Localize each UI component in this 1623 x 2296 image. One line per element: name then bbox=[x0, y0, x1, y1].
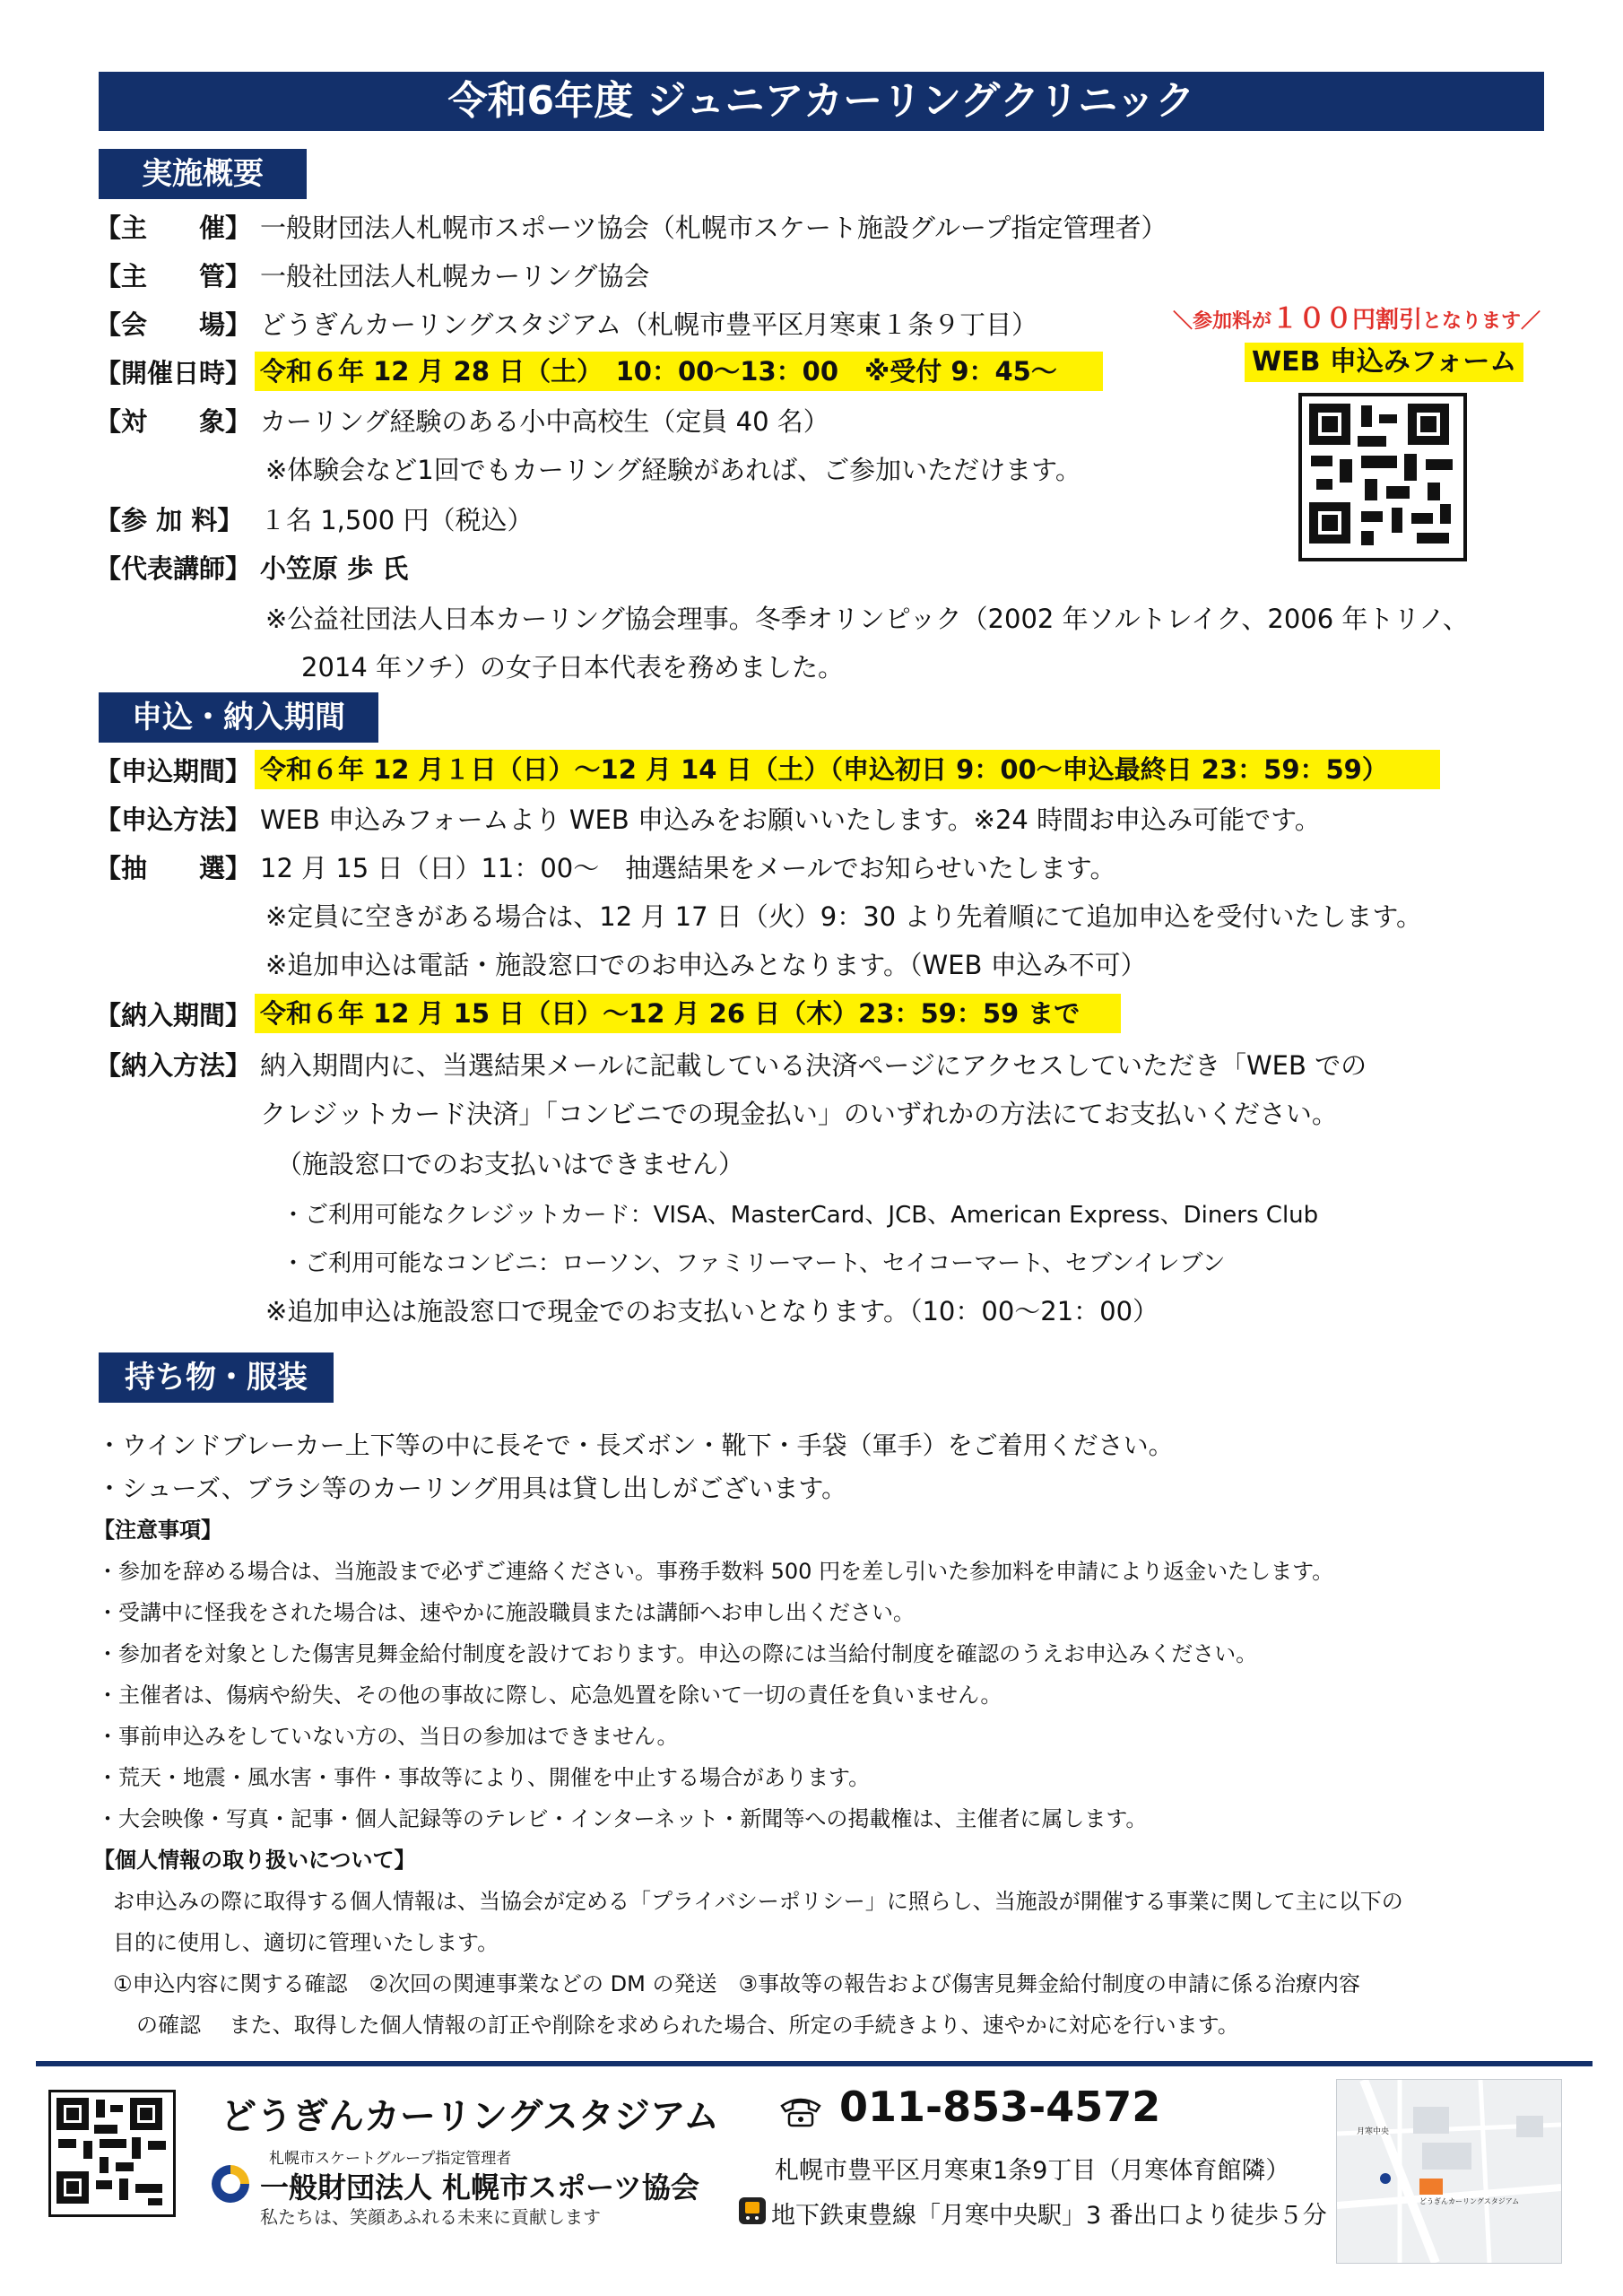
privacy-line-4: の確認 また、取得した個人情報の訂正や削除を求められた場合、所定の手続きより、速やかに対応を行います。 bbox=[136, 2013, 1239, 2038]
privacy-line-2: 目的に使用し、適切に管理いたします。 bbox=[113, 1930, 499, 1955]
privacy-heading: 【個人情報の取り扱いについて】 bbox=[93, 1848, 416, 1873]
management-value: 一般社団法人札幌カーリング協会 bbox=[260, 261, 650, 291]
section-heading-period: 申込・納入期間 bbox=[99, 692, 378, 743]
fee-label: 【参 加 料】 bbox=[95, 505, 244, 535]
phone-icon bbox=[778, 2093, 823, 2129]
qr-code-icon[interactable] bbox=[48, 2090, 176, 2217]
lottery-value: 12 月 15 日（日）11：00～ 抽選結果をメールでお知らせいたします。 bbox=[260, 853, 1116, 883]
payment-period-value: 令和６年 12 月 15 日（日）～12 月 26 日（木）23：59：59 まで bbox=[255, 994, 1121, 1033]
payment-method-line-3: （施設窓口でのお支払いはできません） bbox=[276, 1149, 745, 1179]
target-note: ※体験会など1回でもカーリング経験があれば、ご参加いただけます。 bbox=[265, 455, 1081, 485]
date-label: 【開催日時】 bbox=[95, 358, 252, 388]
lottery-note-1: ※定員に空きがある場合は、12 月 17 日（火）9：30 より先着順にて追加申込を受付いたします。 bbox=[265, 901, 1423, 932]
location-map[interactable] bbox=[1336, 2079, 1562, 2264]
instructor-note-2: 2014 年ソチ）の女子日本代表を務めました。 bbox=[301, 652, 845, 683]
lottery-note-2: ※追加申込は電話・施設窓口でのお申込みとなります。（WEB 申込み不可） bbox=[265, 950, 1147, 980]
venue-label: 【会 場】 bbox=[95, 309, 252, 340]
organizer-value: 一般財団法人札幌市スポーツ協会（札幌市スケート施設グループ指定管理者） bbox=[260, 213, 1167, 243]
payment-method-line-1: 納入期間内に、当選結果メールに記載している決済ページにアクセスしていただき「WEB での bbox=[260, 1050, 1367, 1081]
fee-value: １名 1,500 円（税込） bbox=[260, 505, 534, 535]
section-heading-belongings: 持ち物・服装 bbox=[99, 1352, 334, 1403]
organizer-label: 【主 催】 bbox=[95, 213, 252, 243]
lottery-label: 【抽 選】 bbox=[95, 853, 252, 883]
instructor-note-1: ※公益社団法人日本カーリング協会理事。冬季オリンピック（2002 年ソルトレイク、2006 年トリノ、 bbox=[265, 604, 1469, 634]
apply-method-value: WEB 申込みフォームより WEB 申込みをお願いいたします。※24 時間お申込み可能です。 bbox=[260, 804, 1321, 835]
phone-number[interactable]: 011-853-4572 bbox=[839, 2083, 1161, 2131]
association-slogan: 私たちは、笑顔あふれる未来に貢献します bbox=[260, 2206, 601, 2228]
payment-period-label: 【納入期間】 bbox=[95, 1000, 252, 1031]
map-station-label: 月寒中央 bbox=[1357, 2127, 1390, 2136]
notes-heading: 【注意事項】 bbox=[93, 1518, 222, 1543]
note-item: ・受講中に怪我をされた場合は、速やかに施設職員または講師へお申し出ください。 bbox=[97, 1600, 915, 1625]
section-heading-overview: 実施概要 bbox=[99, 149, 307, 199]
apply-period-label: 【申込期間】 bbox=[95, 756, 252, 787]
stadium-name: どうぎんカーリングスタジアム bbox=[221, 2096, 719, 2137]
map-stadium-label: どうぎんカーリングスタジアム bbox=[1419, 2197, 1520, 2205]
note-item: ・参加者を対象とした傷害見舞金給付制度を設けております。申込の際には当給付制度を確認のうえお申込みください。 bbox=[97, 1641, 1258, 1666]
credit-cards-line: ・ご利用可能なクレジットカード：VISA、MasterCard、JCB、American Express、Diners Club bbox=[282, 1202, 1319, 1229]
stadium-address: 札幌市豊平区月寒東1条9丁目（月寒体育館隣） bbox=[775, 2157, 1290, 2185]
belongings-line-2: ・シューズ、ブラシ等のカーリング用具は貸し出しがございます。 bbox=[97, 1474, 847, 1503]
sports-association-name: 一般財団法人 札幌市スポーツ協会 bbox=[260, 2170, 699, 2205]
page-title: 令和6年度 ジュニアカーリングクリニック bbox=[99, 72, 1544, 131]
web-form-label: WEB 申込みフォーム bbox=[1245, 343, 1523, 382]
venue-value: どうぎんカーリングスタジアム（札幌市豊平区月寒東１条９丁目） bbox=[260, 309, 1038, 340]
note-item: ・主催者は、傷病や紛失、その他の事故に際し、応急処置を除いて一切の責任を負いません。 bbox=[97, 1683, 1002, 1708]
sports-association-logo-icon bbox=[208, 2161, 253, 2206]
date-value: 令和６年 12 月 28 日（土） 10：00～13：00 ※受付 9：45～ bbox=[255, 352, 1103, 391]
payment-method-line-2: クレジットカード決済」「コンビニでの現金払い」のいずれかの方法にてお支払いください。 bbox=[260, 1099, 1338, 1129]
qr-code-icon[interactable] bbox=[1298, 393, 1467, 561]
note-item: ・大会映像・写真・記事・個人記録等のテレビ・インターネット・新聞等への掲載権は、主催者に属します。 bbox=[97, 1806, 1148, 1831]
apply-period-value: 令和６年 12 月１日（日）～12 月 14 日（土）（申込初日 9：00～申込最終日 23：59：59） bbox=[255, 750, 1440, 789]
designated-manager-caption: 札幌市スケートグループ指定管理者 bbox=[269, 2150, 512, 2168]
privacy-line-1: お申込みの際に取得する個人情報は、当協会が定める「プライバシーポリシー」に照らし、当施設が開催する事業に関して主に以下の bbox=[113, 1889, 1403, 1914]
belongings-line-1: ・ウインドブレーカー上下等の中に長そで・長ズボン・靴下・手袋（軍手）をご着用ください。 bbox=[97, 1431, 1174, 1460]
subway-icon bbox=[739, 2197, 766, 2224]
instructor-label: 【代表講師】 bbox=[95, 553, 252, 584]
target-label: 【対 象】 bbox=[95, 406, 252, 437]
management-label: 【主 管】 bbox=[95, 261, 252, 291]
additional-payment-note: ※追加申込は施設窓口で現金でのお支払いとなります。（10：00～21：00） bbox=[265, 1296, 1159, 1326]
instructor-value: 小笠原 歩 氏 bbox=[260, 553, 409, 584]
target-value: カーリング経験のある小中高校生（定員 40 名） bbox=[260, 406, 829, 437]
privacy-line-3: ①申込内容に関する確認 ②次回の関連事業などの DM の発送 ③事故等の報告および傷害見舞金給付制度の申請に係る治療内容 bbox=[113, 1971, 1360, 1996]
note-item: ・事前申込みをしていない方の、当日の参加はできません。 bbox=[97, 1724, 679, 1749]
note-item: ・参加を辞める場合は、当施設まで必ずご連絡ください。事務手数料 500 円を差し引いた参加料を申請により返金いたします。 bbox=[97, 1559, 1334, 1584]
footer-divider bbox=[36, 2061, 1593, 2066]
discount-callout: ＼参加料が１００円割引となります／ bbox=[1173, 303, 1541, 335]
payment-method-label: 【納入方法】 bbox=[95, 1050, 252, 1081]
note-item: ・荒天・地震・風水害・事件・事故等により、開催を中止する場合があります。 bbox=[97, 1765, 871, 1790]
apply-method-label: 【申込方法】 bbox=[95, 804, 252, 835]
convenience-stores-line: ・ご利用可能なコンビニ：ローソン、ファミリーマート、セイコーマート、セブンイレブン bbox=[282, 1250, 1226, 1277]
access-directions: 地下鉄東豊線「月寒中央駅」3 番出口より徒歩５分 bbox=[771, 2202, 1327, 2230]
